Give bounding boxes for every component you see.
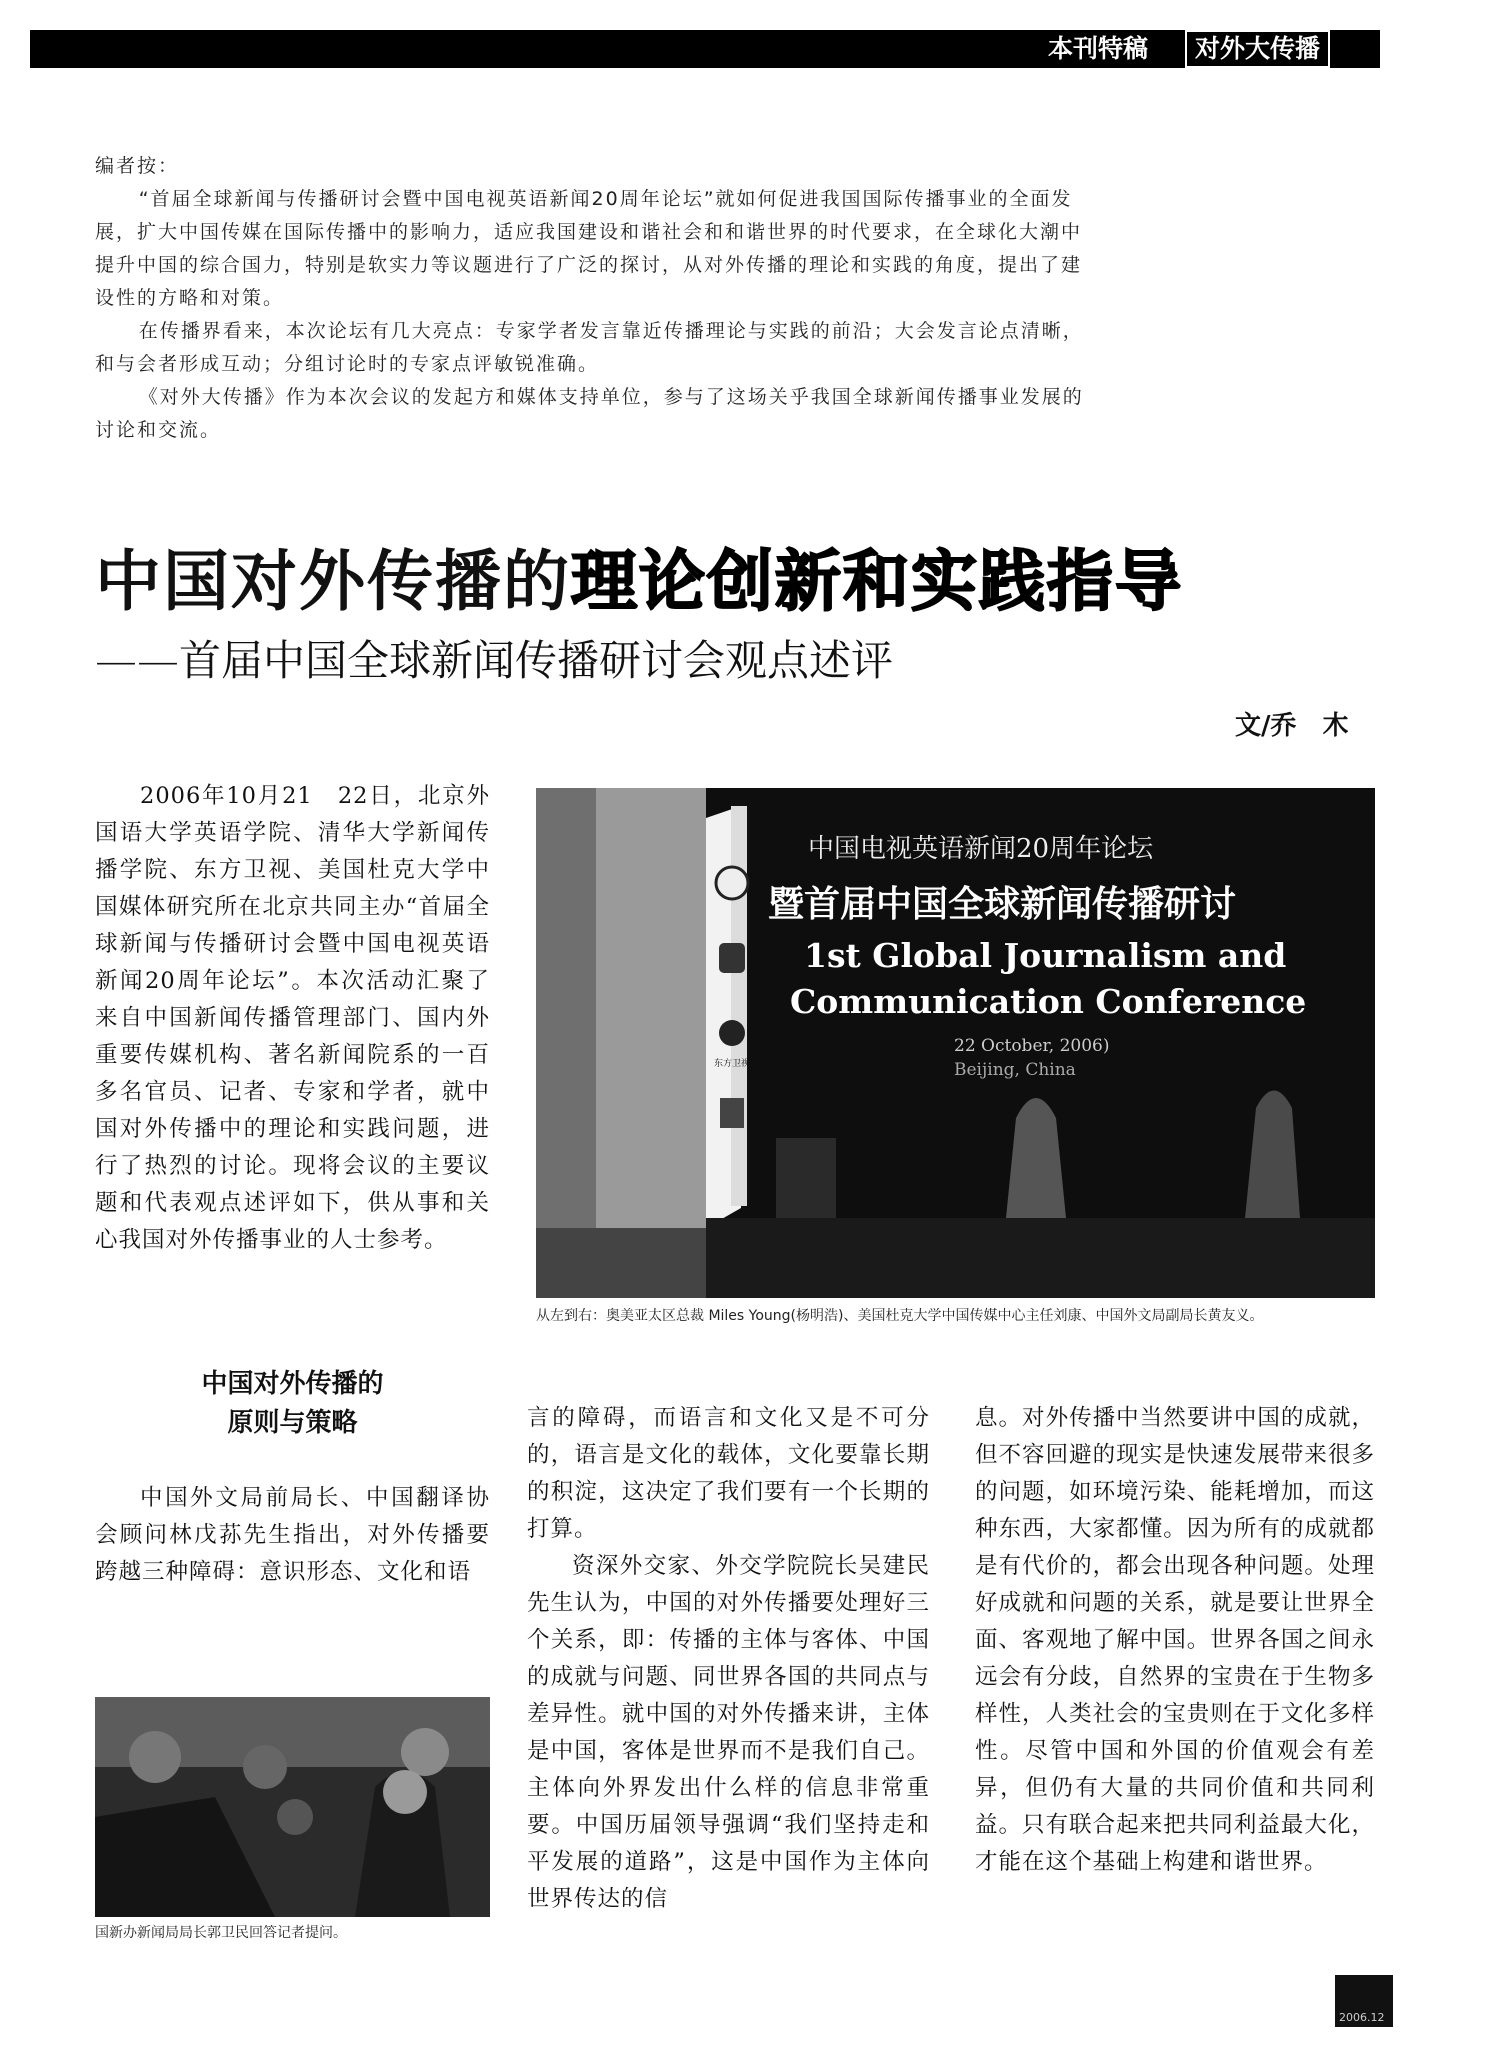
bar-logo-icon (720, 1098, 744, 1128)
paragraph: 资深外交家、外交学院院长吴建民先生认为，中国的对外传播要处理好三个关系，即：传播的主体与客体、中国的成就与问题、同世界各国的共同点与差异性。就中国的对外传播来讲，主体是中国，客体是世界而不是我们自己。主体向外界发出什么样的信息非常重要。中国历届领导强调“我们坚持走和平发展的道路”，这是中国作为主体向世界传达的信 (527, 1553, 930, 1912)
star-logo-icon (719, 1020, 745, 1046)
logo-label: 东方卫视 (714, 1059, 751, 1069)
column-1-text (95, 1480, 490, 1591)
article-title (95, 528, 1183, 623)
magazine-label: 对外大传播 (1185, 30, 1330, 68)
title-heavy: 理论创新和实践指导 (571, 542, 1183, 620)
intro-paragraph: 2006年10月21 22日，北京外国语大学英语学院、清华大学新闻传播学院、东方卫视、美国杜克大学中国媒体研究所在北京共同主办“首届全球新闻与传播研讨会暨中国电视英语新闻20周年论坛”。本次活动汇聚了来自中国新闻传播管理部门、国内外重要传媒机构、著名新闻院系的一百多名官员、记者、专家和学者，就中国对外传播中的理论和实践问题，进行了热烈的讨论。现将会议的主要议题和代表观点述评如下，供从事和关心我国对外传播事业的人士参考。 (95, 783, 490, 1253)
title-light: 中国对外传播的 (95, 542, 571, 620)
column-3-text (975, 1400, 1375, 1881)
banner-cn-line1: 中国电视英语新闻20周年论坛 (808, 834, 1154, 864)
banner-date: 22 October, 2006) (954, 1036, 1110, 1056)
editor-note-paragraph: 在传播界看来，本次论坛有几大亮点：专家学者发言靠近传播理论与实践的前沿；大会发言论点清晰，和与会者形成互动；分组讨论时的专家点评敏锐准确。 (95, 320, 1084, 375)
page-number-box (1335, 1975, 1393, 2027)
header-bar (30, 30, 1380, 68)
banner-place: Beijing, China (954, 1060, 1076, 1080)
byline: 文/乔 木 (1235, 711, 1349, 741)
conference-photo (536, 788, 1375, 1298)
section-label: 本刊特稿 (1048, 34, 1149, 63)
page-code: 2006.12 (1339, 2011, 1385, 2024)
section-heading (95, 1365, 490, 1443)
article-subtitle: ——首届中国全球新闻传播研讨会观点述评 (95, 636, 894, 685)
section-heading-line1: 中国对外传播的 (201, 1369, 384, 1399)
editor-note-label: 编者按： (95, 155, 180, 177)
intro-column (95, 778, 490, 1259)
photo-caption: 从左到右：奥美亚太区总裁 Miles Young(杨明浩)、美国杜克大学中国传媒中心主任刘康、中国外文局副局长黄友义。 (536, 1308, 1264, 1324)
press-photo (95, 1697, 490, 1917)
banner-en-line2: Communication Conference (790, 982, 1307, 1021)
editor-note-paragraph: “首届全球新闻与传播研讨会暨中国电视英语新闻20周年论坛”就如何促进我国国际传播事业的全面发展，扩大中国传媒在国际传播中的影响力，适应我国建设和谐社会和和谐世界的时代要求，在全球化大潮中提升中国的综合国力，特别是软实力等议题进行了广泛的探讨，从对外传播的理论和实践的角度，提出了建设性的方略和对策。 (95, 188, 1083, 309)
editor-note (95, 150, 1095, 447)
section-heading-line2: 原则与策略 (227, 1408, 358, 1438)
paragraph: 中国外文局前局长、中国翻译协会顾问林戊荪先生指出，对外传播要跨越三种障碍：意识形态、文化和语 (95, 1485, 490, 1585)
paragraph: 言的障碍，而语言和文化又是不可分的，语言是文化的载体，文化要靠长期的积淀，这决定了我们要有一个长期的打算。 (527, 1405, 930, 1542)
editor-note-paragraph: 《对外大传播》作为本次会议的发起方和媒体支持单位，参与了这场关乎我国全球新闻传播事业发展的讨论和交流。 (95, 386, 1084, 441)
banner-cn-line2: 暨首届中国全球新闻传播研讨 (768, 883, 1237, 925)
shield-logo-icon (719, 943, 745, 973)
emblem-icon (716, 867, 748, 899)
photo-caption: 国新办新闻局局长郭卫民回答记者提问。 (95, 1925, 347, 1941)
column-2-text (527, 1400, 930, 1918)
banner-en-line1: 1st Global Journalism and (804, 936, 1287, 975)
paragraph: 息。对外传播中当然要讲中国的成就，但不容回避的现实是快速发展带来很多的问题，如环境污染、能耗增加，而这种东西，大家都懂。因为所有的成就都是有代价的，都会出现各种问题。处理好成就和问题的关系，就是要让世界全面、客观地了解中国。世界各国之间永远会有分歧，自然界的宝贵在于生物多样性，人类社会的宝贵则在于文化多样性。尽管中国和外国的价值观会有差异，但仍有大量的共同价值和共同利益。只有联合起来把共同利益最大化，才能在这个基础上构建和谐世界。 (975, 1405, 1375, 1875)
